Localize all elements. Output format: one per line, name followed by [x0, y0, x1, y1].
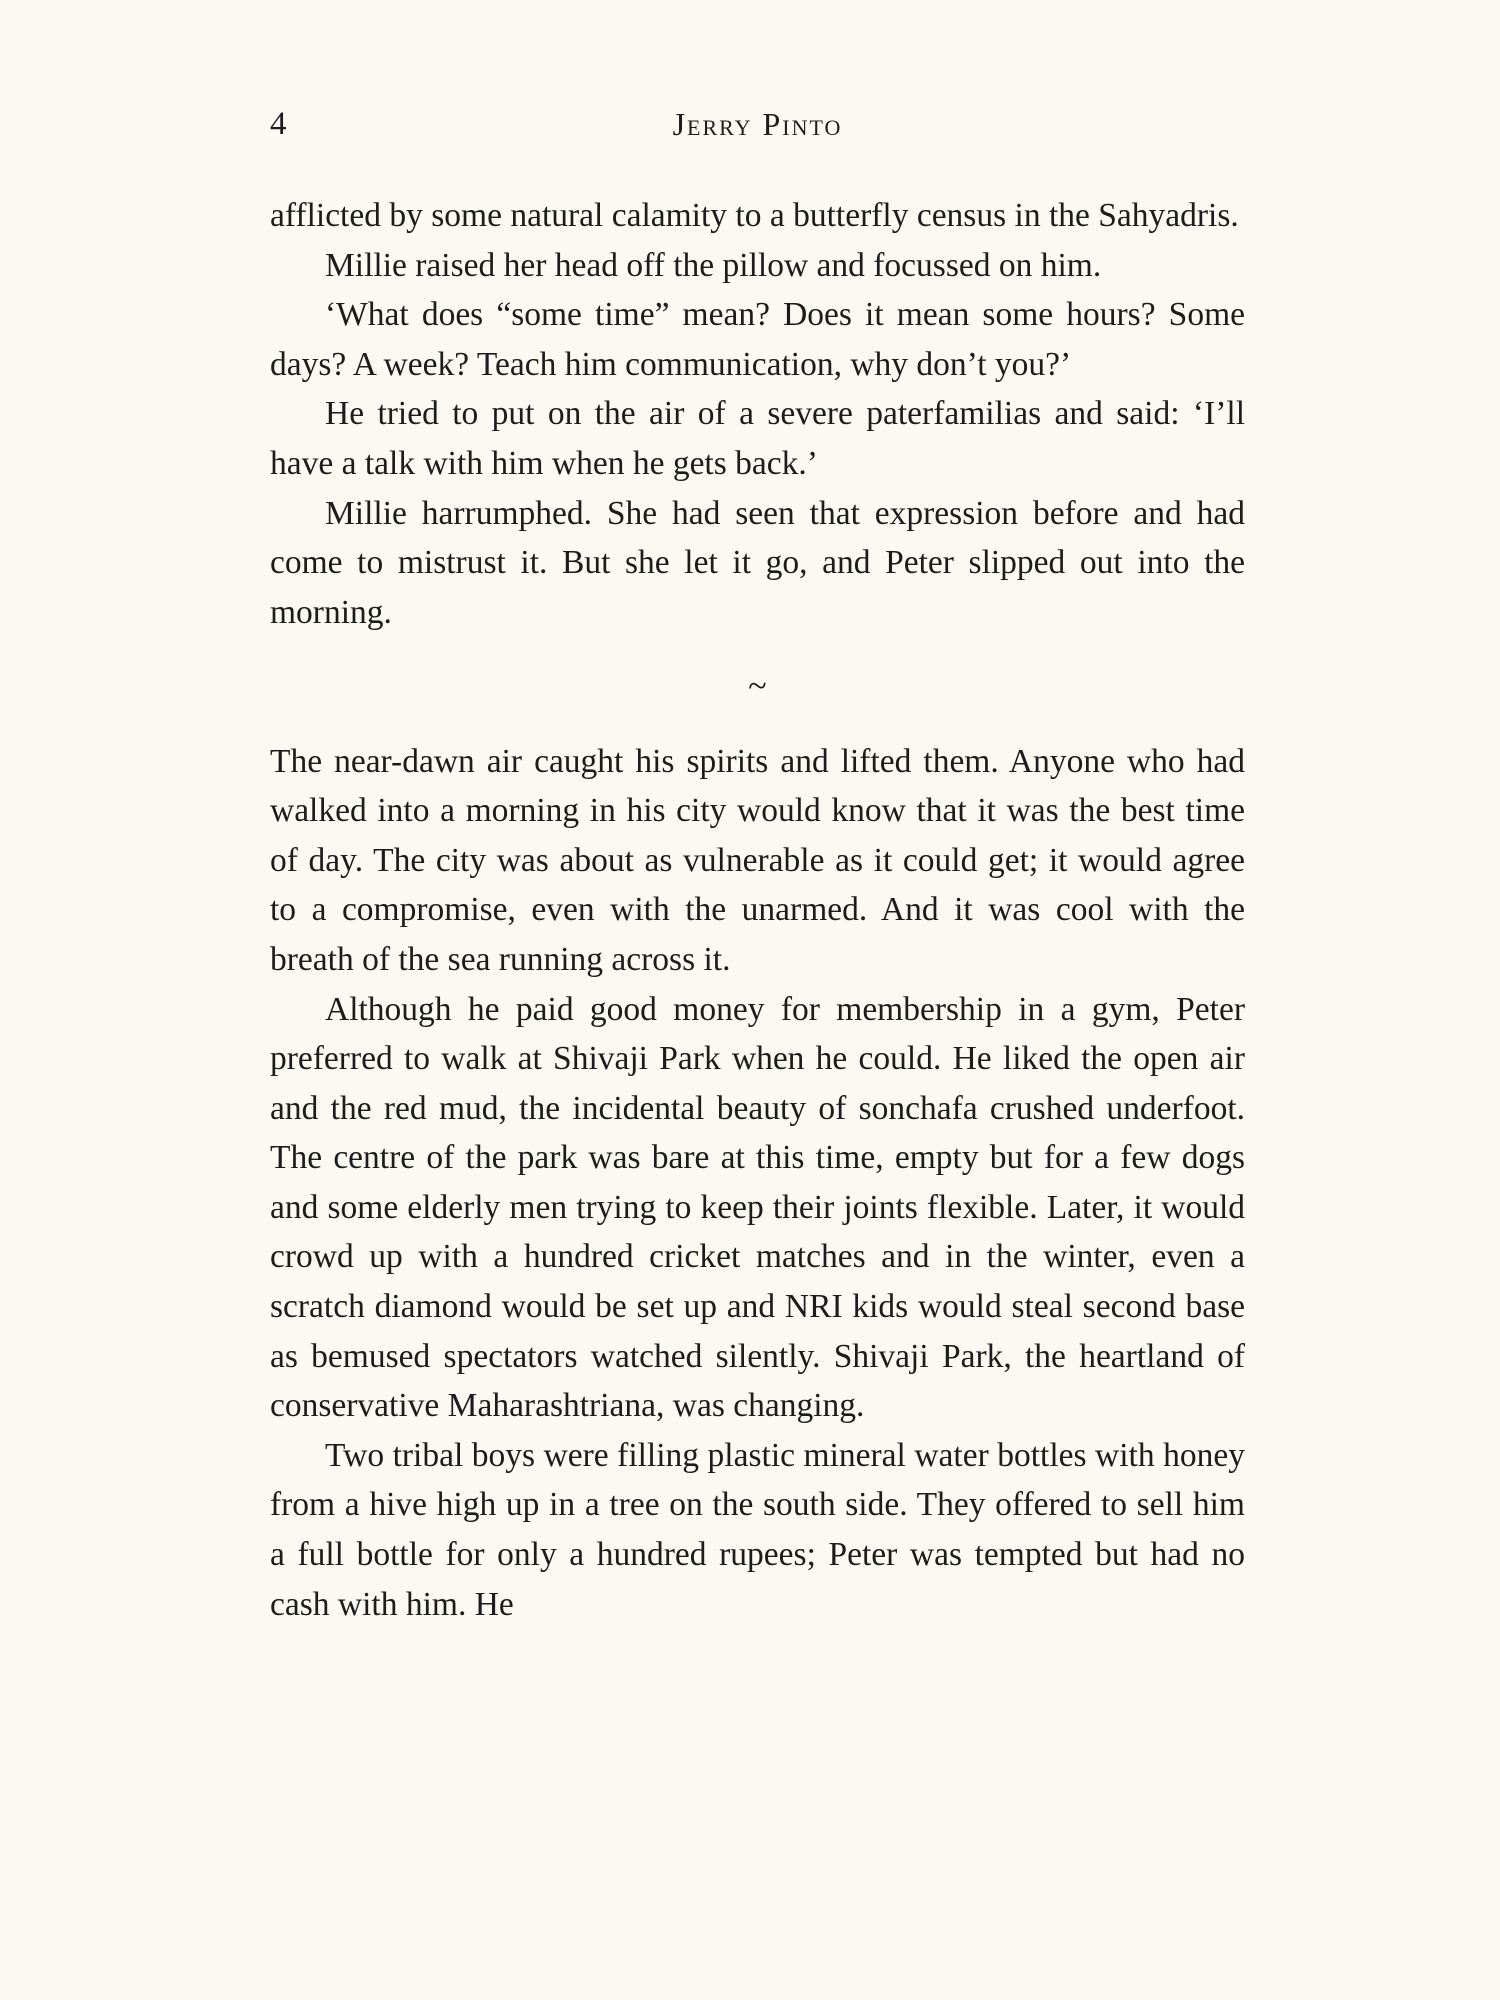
paragraph: He tried to put on the air of a severe paterfamilias and said: ‘I’ll have a talk with him when he gets back.’ [270, 395, 1245, 482]
paragraph: Two tribal boys were filling plastic mineral water bottles with honey from a hive high up in a tree on the south side. They offered to sell him a full bottle for only a hundred rupees; Peter was tempted but had no cash with him. He [270, 1436, 1245, 1623]
paragraph: Millie harrumphed. She had seen that expression before and had come to mistrust it. But she let it go, and Peter slipped out into the morning. [270, 494, 1245, 631]
running-title: Jerry Pinto [672, 106, 843, 142]
paragraph: ‘What does “some time” mean? Does it mean some hours? Some days? A week? Teach him communication, why don’t you?’ [270, 296, 1245, 383]
paragraph: The near-dawn air caught his spirits and lifted them. Anyone who had walked into a morning in his city would know that it was the best time of day. The city was about as vulnerable as it could get; it would agree to a compromise, even with the unarmed. And it was cool with the breath of the sea running across it. [270, 742, 1245, 978]
body-text [270, 191, 1245, 1629]
running-head [270, 100, 1245, 148]
paragraph: afflicted by some natural calamity to a butterfly census in the Sahyadris. [270, 197, 1239, 234]
paragraph: Although he paid good money for membership in a gym, Peter preferred to walk at Shivaji Park when he could. He liked the open air and the red mud, the incidental beauty of sonchafa crushed underfoot. The centre of the park was bare at this time, empty but for a few dogs and some elderly men trying to keep their joints flexible. Later, it would crowd up with a hundred cricket matches and in the winter, even a scratch diamond would be set up and NRI kids would steal second base as bemused spectators watched silently. Shivaji Park, the heartland of conservative Maharashtriana, was changing. [270, 990, 1245, 1425]
page-number: 4 [270, 106, 287, 142]
paragraph: Millie raised her head off the pillow and focussed on him. [325, 246, 1102, 284]
section-break-ornament: ~ [748, 668, 767, 706]
